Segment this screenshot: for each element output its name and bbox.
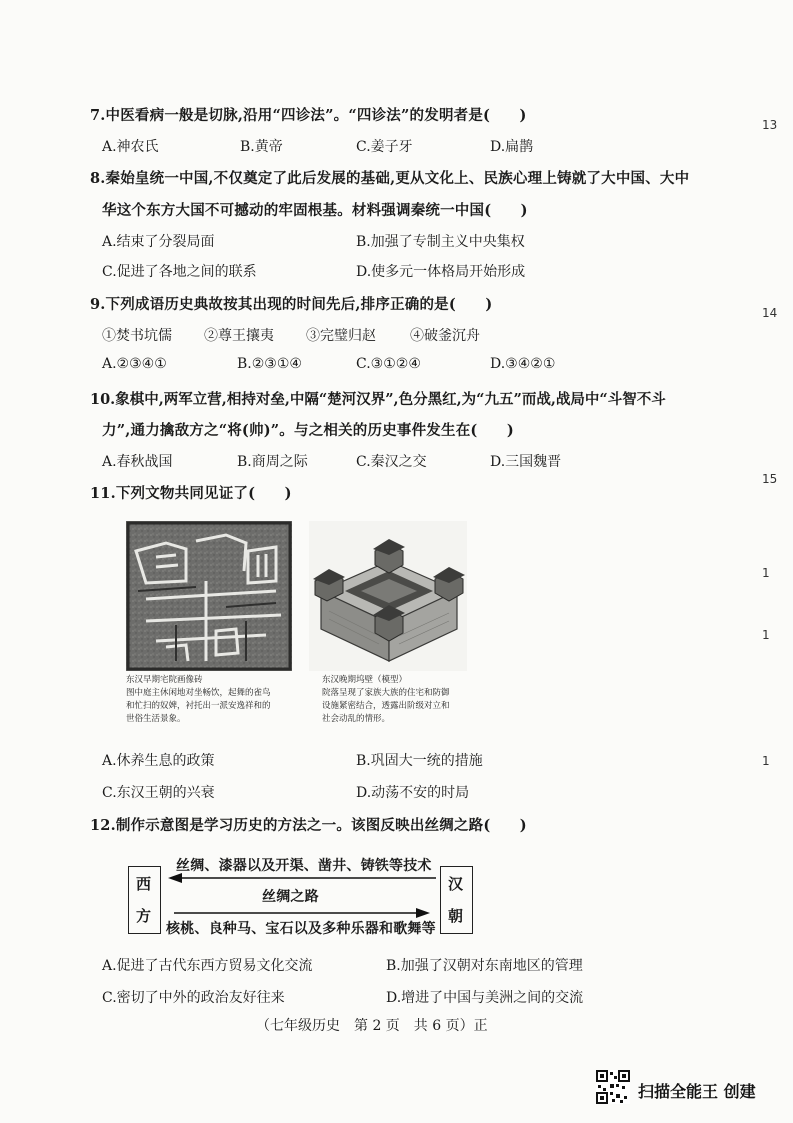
west-char-2: 方 bbox=[136, 907, 152, 925]
margin-mark-14: 14 bbox=[762, 306, 778, 320]
question-8-stem-line2: 华这个东方大国不可撼动的牢固根基。材料强调秦统一中国( ) bbox=[102, 202, 528, 219]
q12-option-c: C.密切了中外的政治友好往来 bbox=[102, 990, 285, 1006]
question-11-stem: 11.下列文物共同见证了( ) bbox=[90, 485, 292, 502]
left-image-caption-title: 东汉早期宅院画像砖 bbox=[126, 675, 203, 685]
q9-option-d: D.③④②① bbox=[490, 356, 556, 372]
manor-model-drawing bbox=[309, 521, 467, 671]
q10-option-c: C.秦汉之交 bbox=[356, 454, 427, 470]
q9-item-2: ②尊王攘夷 bbox=[204, 328, 274, 344]
q8-option-d: D.使多元一体格局开始形成 bbox=[356, 264, 526, 280]
han-brick-relief-image bbox=[126, 521, 292, 671]
q11-option-d: D.动荡不安的时局 bbox=[356, 785, 470, 801]
q11-option-b: B.巩固大一统的措施 bbox=[356, 753, 483, 769]
han-char-1: 汉 bbox=[448, 875, 464, 893]
q7-option-d: D.扁鹊 bbox=[490, 139, 534, 155]
q7-option-a: A.神农氏 bbox=[102, 139, 159, 155]
q9-option-c: C.③①②④ bbox=[356, 356, 421, 372]
q7-option-b: B.黄帝 bbox=[240, 139, 283, 155]
right-image-caption-line3: 社会动乱的情形。 bbox=[322, 714, 391, 724]
han-char-2: 朝 bbox=[448, 907, 464, 925]
right-arrow-head bbox=[416, 908, 430, 918]
q10-option-b: B.商周之际 bbox=[237, 454, 308, 470]
q11-option-c: C.东汉王朝的兴衰 bbox=[102, 785, 215, 801]
q12-option-d: D.增进了中国与美洲之间的交流 bbox=[386, 990, 584, 1006]
q8-option-a: A.结束了分裂局面 bbox=[102, 234, 215, 250]
left-image-caption-line1: 图中庭主休闲地对坐畅饮，起舞的雀鸟 bbox=[126, 688, 271, 698]
question-10-stem-line1: 10.象棋中,两军立营,相持对垒,中隔“楚河汉界”,色分黑红,为“九五”而战,战局中“斗智不斗 bbox=[90, 391, 666, 408]
margin-mark-15: 15 bbox=[762, 472, 778, 486]
margin-mark-13: 13 bbox=[762, 118, 778, 132]
margin-mark-a: 1 bbox=[762, 566, 770, 580]
question-7-stem: 7.中医看病一般是切脉,沿用“四诊法”。“四诊法”的发明者是( ) bbox=[90, 107, 527, 124]
brick-relief-drawing bbox=[126, 521, 292, 671]
margin-mark-b: 1 bbox=[762, 628, 770, 642]
q10-option-a: A.春秋战国 bbox=[102, 454, 173, 470]
diagram-middle-text: 丝绸之路 bbox=[262, 889, 319, 905]
margin-mark-c: 1 bbox=[762, 754, 770, 768]
right-image-caption-line1: 院落呈现了家族大族的住宅和防御 bbox=[322, 688, 450, 698]
q9-item-3: ③完璧归赵 bbox=[306, 328, 376, 344]
question-8-stem-line1: 8.秦始皇统一中国,不仅奠定了此后发展的基础,更从文化上、民族心理上铸就了大中国、大中 bbox=[90, 170, 690, 187]
q8-option-b: B.加强了专制主义中央集权 bbox=[356, 234, 525, 250]
scanner-watermark-text: 扫描全能王 创建 bbox=[638, 1082, 756, 1101]
left-image-caption-line2: 和忙扫的奴婢，衬托出一派安逸祥和的 bbox=[126, 701, 271, 711]
q9-option-a: A.②③④① bbox=[102, 356, 167, 372]
diagram-han-box bbox=[440, 866, 473, 934]
qr-code-icon bbox=[596, 1070, 630, 1104]
q9-option-b: B.②③①④ bbox=[237, 356, 302, 372]
q7-option-c: C.姜子牙 bbox=[356, 139, 413, 155]
question-9-stem: 9.下列成语历史典故按其出现的时间先后,排序正确的是( ) bbox=[90, 296, 493, 313]
question-12-stem: 12.制作示意图是学习历史的方法之一。该图反映出丝绸之路( ) bbox=[90, 817, 527, 834]
question-10-stem-line2: 力”,通力擒敌方之“将(帅)”。与之相关的历史事件发生在( ) bbox=[102, 422, 514, 439]
west-char-1: 西 bbox=[136, 875, 152, 893]
q8-option-c: C.促进了各地之间的联系 bbox=[102, 264, 257, 280]
q11-option-a: A.休养生息的政策 bbox=[102, 753, 215, 769]
diagram-bottom-text: 核桃、良种马、宝石以及多种乐器和歌舞等 bbox=[166, 921, 436, 937]
q12-option-a: A.促进了古代东西方贸易文化交流 bbox=[102, 958, 313, 974]
q9-item-1: ①焚书坑儒 bbox=[102, 328, 172, 344]
han-fortified-manor-image bbox=[309, 521, 467, 671]
diagram-top-text: 丝绸、漆器以及开渠、凿井、铸铁等技术 bbox=[176, 858, 432, 874]
diagram-west-box bbox=[128, 866, 161, 934]
diagram-arrows bbox=[160, 870, 442, 920]
left-image-caption-line3: 世俗生活景象。 bbox=[126, 714, 186, 724]
right-image-caption-title: 东汉晚期坞壁（模型） bbox=[322, 675, 408, 685]
right-image-caption-line2: 设施紧密结合，透露出阶级对立和 bbox=[322, 701, 450, 711]
left-arrow-head bbox=[168, 873, 182, 883]
q9-item-4: ④破釜沉舟 bbox=[410, 328, 480, 344]
q10-option-d: D.三国魏晋 bbox=[490, 454, 562, 470]
page-footer: （七年级历史 第 2 页 共 6 页）正 bbox=[256, 1018, 488, 1034]
q12-option-b: B.加强了汉朝对东南地区的管理 bbox=[386, 958, 583, 974]
